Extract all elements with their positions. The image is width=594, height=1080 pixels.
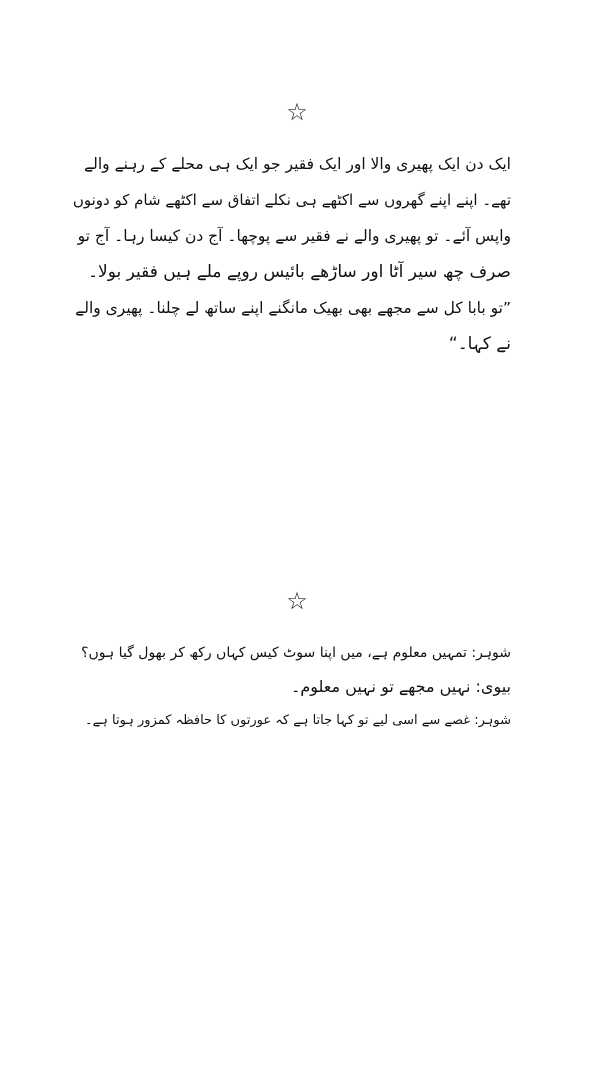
story-one-line: واپس آئے۔ تو پھیری والے نے فقیر سے پوچھا۔ آج دن کیسا رہا۔ آج تو — [77, 227, 511, 245]
star-separator-icon: ☆ — [286, 587, 308, 615]
story-one-line: نے کہا۔“ — [448, 334, 511, 354]
story-two — [71, 636, 511, 738]
star-separator-icon: ☆ — [286, 98, 308, 126]
story-one-line: صرف چھ سیر آٹا اور ساڑھے بائیس روپے ملے ہیں فقیر بولا۔ — [88, 262, 511, 282]
story-two-line: شوہر: غصے سے اسی لیے تو کہا جاتا ہے کہ عورتوں کا حافظہ کمزور ہوتا ہے۔ — [85, 713, 511, 728]
story-one-line: ایک دن ایک پھیری والا اور ایک فقیر جو ایک ہی محلے کے رہنے والے — [84, 155, 511, 173]
story-one — [71, 146, 511, 362]
story-two-line: بیوی: نہیں مجھے تو نہیں معلوم۔ — [290, 677, 511, 696]
story-two-line: شوہر: تمہیں معلوم ہے، میں اپنا سوٹ کیس کہاں رکھ کر بھول گیا ہوں؟ — [81, 645, 511, 661]
story-one-line: تھے۔ اپنے اپنے گھروں سے اکٹھے ہی نکلے اتفاق سے اکٹھے شام کو دونوں — [72, 191, 511, 209]
story-one-line: ”تو بابا کل سے مجھے بھی بھیک مانگنے اپنے ساتھ لے چلنا۔ پھیری والے — [75, 299, 511, 317]
